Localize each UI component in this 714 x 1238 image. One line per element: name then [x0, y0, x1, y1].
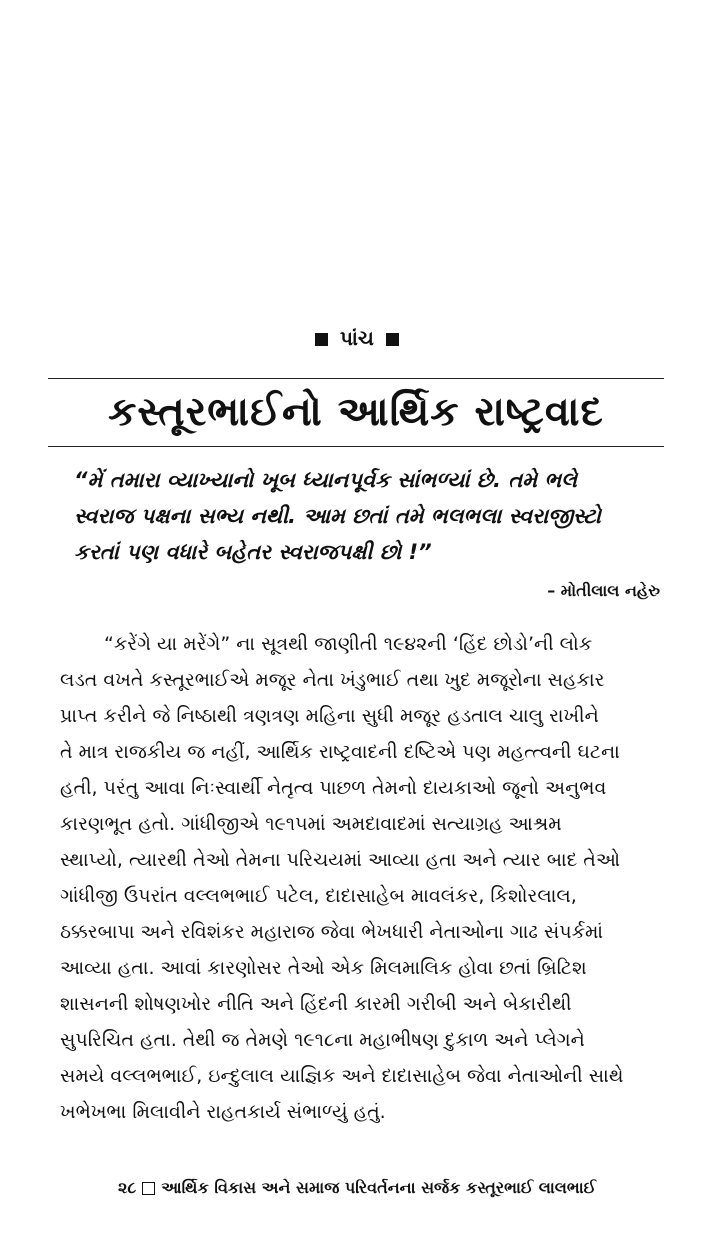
running-book-title: આર્થિક વિકાસ અને સમાજ પરિવર્તનના સર્જક કસ્તૂરભાઈ લાલભાઈ [161, 1178, 596, 1197]
quote-line: કરતાં પણ વધારે બહેતર સ્વરાજપક્ષી છો !” [74, 540, 432, 564]
epigraph-quote [74, 462, 670, 570]
body-line: સ્થાપ્યો, ત્યારથી તેઓ તેમના પરિચયમાં આવ્યા હતા અને ત્યાર બાદ તેઓ [60, 849, 621, 871]
body-line: કારણભૂત હતો. ગાંધીજીએ ૧૯૧૫માં અમદાવાદમાં સત્યાગ્રહ આશ્રમ [60, 813, 562, 835]
body-line: તે માત્ર રાજકીય જ નહીં, આર્થિક રાષ્ટ્રવાદની દષ્ટિએ પણ મહત્ત્વની ઘટના [60, 741, 620, 763]
quote-attribution: – મોતીલાલ નહેરુ [547, 581, 660, 600]
body-line: ખભેખભા મિલાવીને રાહતકાર્ય સંભાળ્યું હતું. [60, 1101, 386, 1123]
title-top-rule [48, 378, 664, 379]
body-line: લડત વખતે કસ્તૂરભાઈએ મજૂર નેતા ખંડુભાઈ તથા ખુદ મજૂરોના સહકાર [60, 669, 605, 691]
quote-line: સ્વરાજ પક્ષના સભ્ય નથી. આમ છતાં તમે ભલભલા સ્વરાજીસ્ટો [74, 504, 601, 528]
body-paragraph [60, 626, 680, 1130]
page-number: ૨૮ [118, 1178, 137, 1197]
page-footer [0, 1178, 714, 1198]
chapter-label [0, 326, 714, 350]
body-line: સમયે વલ્લભભાઈ, ઇન્દુલાલ યાજ્ઞિક અને દાદાસાહેબ જેવા નેતાઓની સાથે [60, 1065, 624, 1087]
title-bottom-rule [48, 446, 664, 447]
chapter-number: પાંચ [340, 326, 374, 350]
body-line: હતી, પરંતુ આવા નિઃસ્વાર્થી નેતૃત્વ પાછળ તેમનો દાયકાઓ જૂનો અનુભવ [60, 777, 607, 799]
body-line: પ્રાપ્ત કરીને જે નિષ્ઠાથી ત્રણત્રણ મહિના સુધી મજૂર હડતાલ ચાલુ રાખીને [60, 705, 599, 727]
body-line: ગાંધીજી ઉપરાંત વલ્લભભાઈ પટેલ, દાદાસાહેબ માવલંકર, કિશોરલાલ, [60, 885, 577, 907]
square-bullet-icon [315, 333, 328, 346]
body-line: “કરેંગે યા મરેંગે” ના સૂત્રથી જાણીતી ૧૯૪૨ની ‘હિંદ છોડો’ની લોક [104, 633, 593, 655]
body-line: ઠક્કરબાપા અને રવિશંકર મહારાજ જેવા ભેખધારી નેતાઓના ગાઢ સંપર્કમાં [60, 921, 604, 943]
body-line: સુપરિચિત હતા. તેથી જ તેમણે ૧૯૧૮ના મહાભીષણ દુકાળ અને પ્લેગને [60, 1029, 585, 1051]
quote-line: “મેં તમારા વ્યાખ્યાનો ખૂબ ધ્યાનપૂર્વક સાંભળ્યાં છે. તમે ભલે [74, 468, 578, 492]
body-line: આવ્યા હતા. આવાં કારણોસર તેઓ એક મિલમાલિક હોવા છતાં બ્રિટિશ [60, 957, 587, 979]
body-line: શાસનની શોષણખોર નીતિ અને હિંદની કારમી ગરીબી અને બેકારીથી [60, 993, 572, 1015]
square-bullet-icon [386, 333, 399, 346]
chapter-title: કસ્તૂરભાઈનો આર્થિક રાષ્ટ્રવાદ [108, 389, 604, 435]
box-separator-icon [142, 1182, 155, 1195]
